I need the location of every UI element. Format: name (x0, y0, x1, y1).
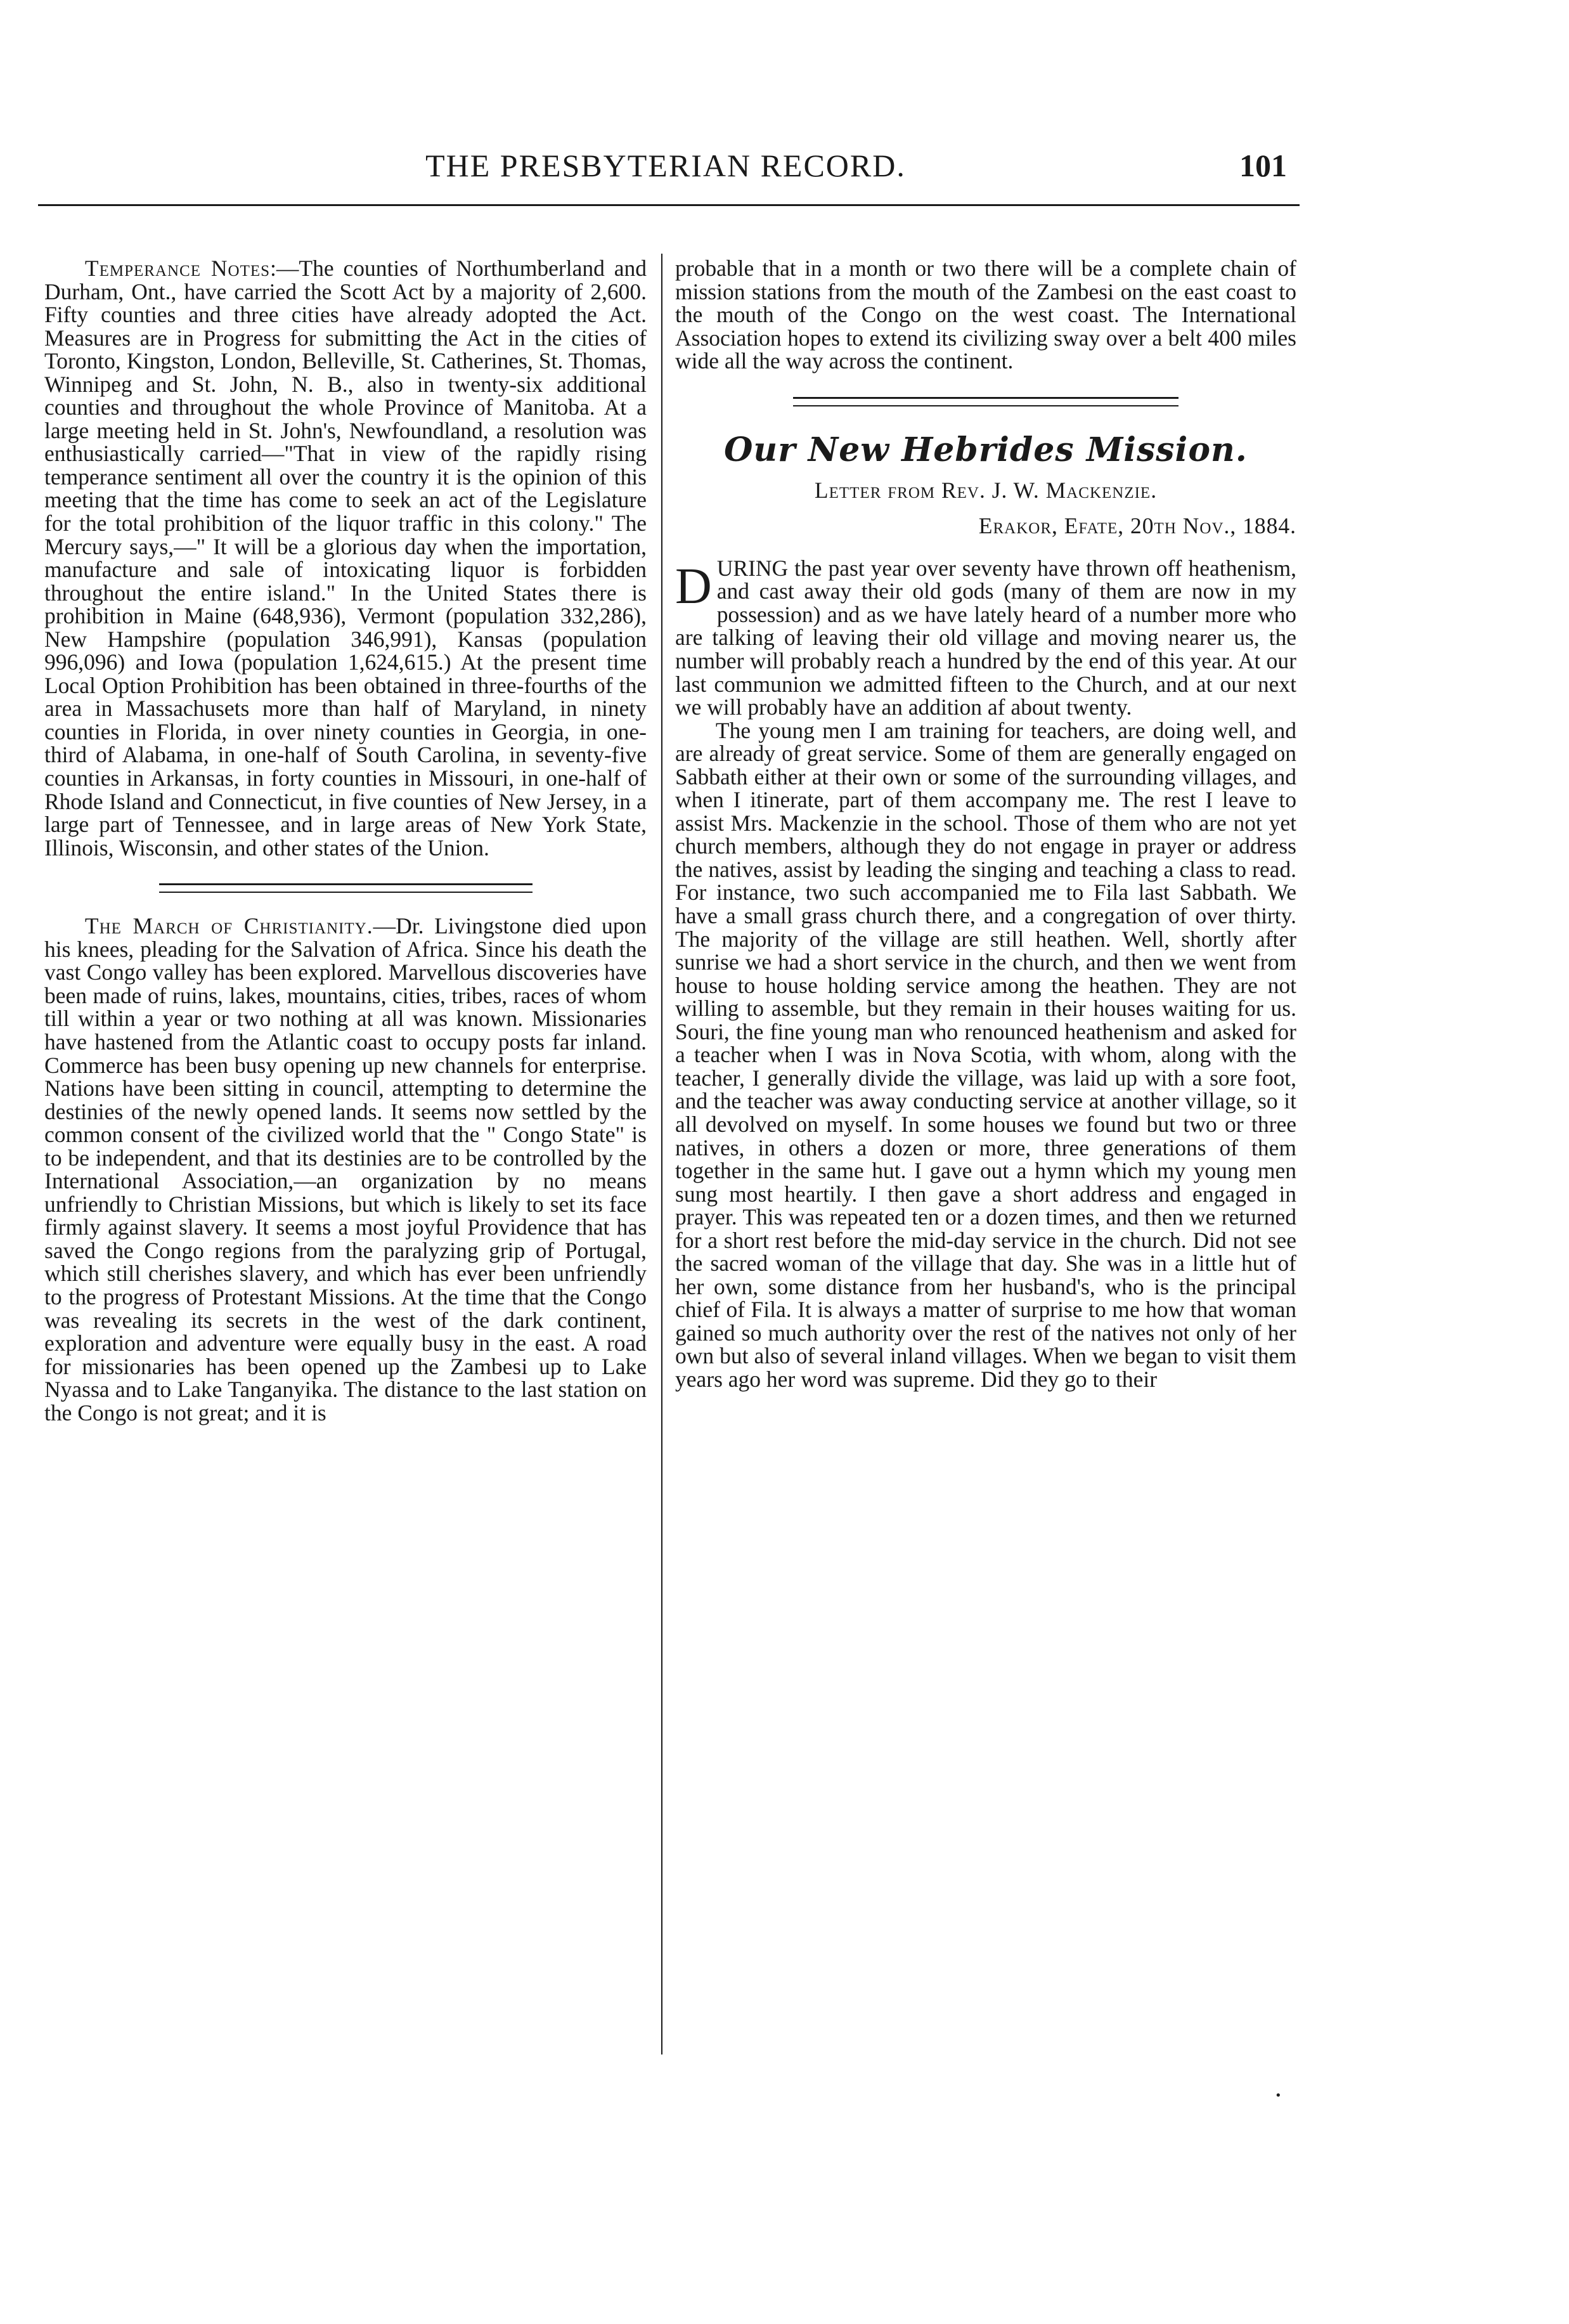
running-header (44, 147, 1287, 192)
letter-paragraph-2: The young men I am training for teachers, are doing well, and are already of great service. Some of them are generally engaged on Sabbath either at their own or some of the surrounding villages, and when I itinerate, part of them accompany me. The rest I leave to assist Mrs. Mackenzie in the school. Those of them who are not yet church members, although they do not engage in prayer or address the natives, assist by leading the singing and teaching a class to read. For instance, two such accompanied me to Fila last Sabbath. We have a small grass church there, and a congregation of over thirty. The majority of the village are still heathen. Well, shortly after sunrise we had a short service in the church, and then we went from house to house holding service among the heathen. They are not willing to assemble, but they remain in their houses waiting for us. Souri, the fine young man who renounced heathenism and asked for a teacher when I was in Nova Scotia, with whom, along with the teacher, I generally divide the village, was laid up with a sore foot, and the teacher was away conducting service at another village, so it all devolved on myself. In some houses we found but two or three natives, in others a dozen or more, three generations of them together in the same hut. I gave out a hymn which my young men sung most heartily. I then gave a short address and engaged in prayer. This was repeated ten or a dozen times, and then we returned for a short rest before the mid-day service in the church. Did not see the sacred woman of the village that day. She was in a little hut of her own, some distance from her husband's, who is the principal chief of Fila. It is always a matter of surprise to me how that woman gained so much authority over the rest of the natives not only of her own but also of several inland villages. When we began to visit them years ago her word was supreme. Did they go to their (675, 717, 1296, 1392)
temperance-notes-heading: Temperance Notes (84, 256, 271, 281)
section-rule (793, 397, 1178, 406)
header-rule (38, 204, 1300, 206)
march-of-christianity-body: —Dr. Livingstone died upon his knees, pleading for the Salvation of Africa. Since his death the vast Congo valley has been explored. Marvellous discoveries have been made of ruins, lakes, mountains, cities, tribes, races of whom till within a year or two nothing at all was known. Missionaries have hastened from the Atlantic coast to occupy posts far inland. Commerce has been busy opening up new channels for enterprise. Nations have been sitting in council, attempting to determine the destinies of the newly opened lands. It seems now settled by the common consent of the civilized world that the " Congo State" is to be independent, and that its destinies are to be controlled by the International Association,—an organization by no means unfriendly to Christian Missions, but which is likely to set its face firmly against slavery. It seems a most joyful Providence that has saved the Congo regions from the paralyzing grip of Portugal, which still cherishes slavery, and which has ever been unfriendly to the progress of Protestant Missions. At the time that the Congo was revealing its secrets in the west of the dark continent, exploration and adventure were equally busy in the east. A road for missionaries has been opened up the Zambesi up to Lake Nyassa and to Lake Tanganyika. The distance to the last station on the Congo is not great; and it is (44, 913, 647, 1425)
column-divider (661, 254, 662, 2055)
temperance-notes-body: :—The counties of Northumberland and Durham, Ont., have carried the Scott Act by a majority of 2,600. Fifty counties and three cities have already adopted the Act. Measures are in Progress for submitting the Act in the cities of Toronto, Kingston, London, Belleville, St. Catherines, St. Thomas, Winnipeg and St. John, N. B., also in twenty-six additional counties and throughout the whole Province of Manitoba. At a large meeting held in St. John's, Newfoundland, a resolution was enthusiastically carried—"That in view of the rapidly rising temperance sentiment all over the country it is the opinion of this meeting that the time has come to seek an act of the Legislature for the total prohibition of the liquor traffic in this colony." The Mercury says,—" It will be a glorious day when the importation, manufacture and sale of intoxicating liquor is forbidden throughout the entire island." In the United States there is prohibition in Maine (648,936), Vermont (population 332,286), New Hampshire (population 346,991), Kansas (population 996,096) and Iowa (population 1,624,615.) At the present time Local Option Prohibition has been obtained in three-fourths of the area in Massachusets more than half of Maryland, in ninety counties in Florida, in over ninety counties in Georgia, in one-third of Alabama, in one-half of South Carolina, in seventy-five counties in Arkansas, in forty counties in Missouri, in one-half of Rhode Island and Connecticut, in five counties of New Jersey, in a large part of Tennessee, and in large areas of New York State, Illinois, Wisconsin, and other states of the Union. (44, 256, 647, 860)
temperance-notes-article (44, 257, 647, 859)
journal-title: THE PRESBYTERIAN RECORD. (425, 148, 906, 183)
march-of-christianity-article (44, 914, 647, 1424)
right-column (675, 257, 1296, 1391)
printer-mark: · (1274, 2081, 1282, 2110)
letter-paragraph-1-text: URING the past year over seventy have thrown off heathenism, and cast away their old gods (many of them are now in my possession) and as we have lately heard of a number more who are talking of leaving their old village and moving nearer us, the number will probably reach a hundred by the end of this year. At our last communion we admitted fifteen to the Church, and at our next we will probably have an addition af about twenty. (675, 555, 1296, 720)
drop-cap: D (675, 558, 712, 614)
section-rule (159, 883, 533, 893)
letter-paragraph-1 (675, 557, 1296, 719)
continuation-paragraph: probable that in a month or two there will be a complete chain of mission stations from the mouth of the Zambesi on the east coast to the mouth of the Congo on the west coast. The International Association hopes to extend its civilizing sway over a belt 400 miles wide all the way across the continent. (675, 256, 1296, 374)
page-number: 101 (1239, 148, 1287, 183)
march-of-christianity-heading: The March of Christianity. (84, 913, 373, 939)
mission-title: Our New Hebrides Mission. (724, 430, 1248, 469)
letter-byline: Letter from Rev. J. W. Mackenzie. (814, 477, 1158, 503)
letter-dateline: Erakor, Efate, 20th Nov., 1884. (978, 513, 1296, 539)
left-column (44, 257, 647, 1424)
